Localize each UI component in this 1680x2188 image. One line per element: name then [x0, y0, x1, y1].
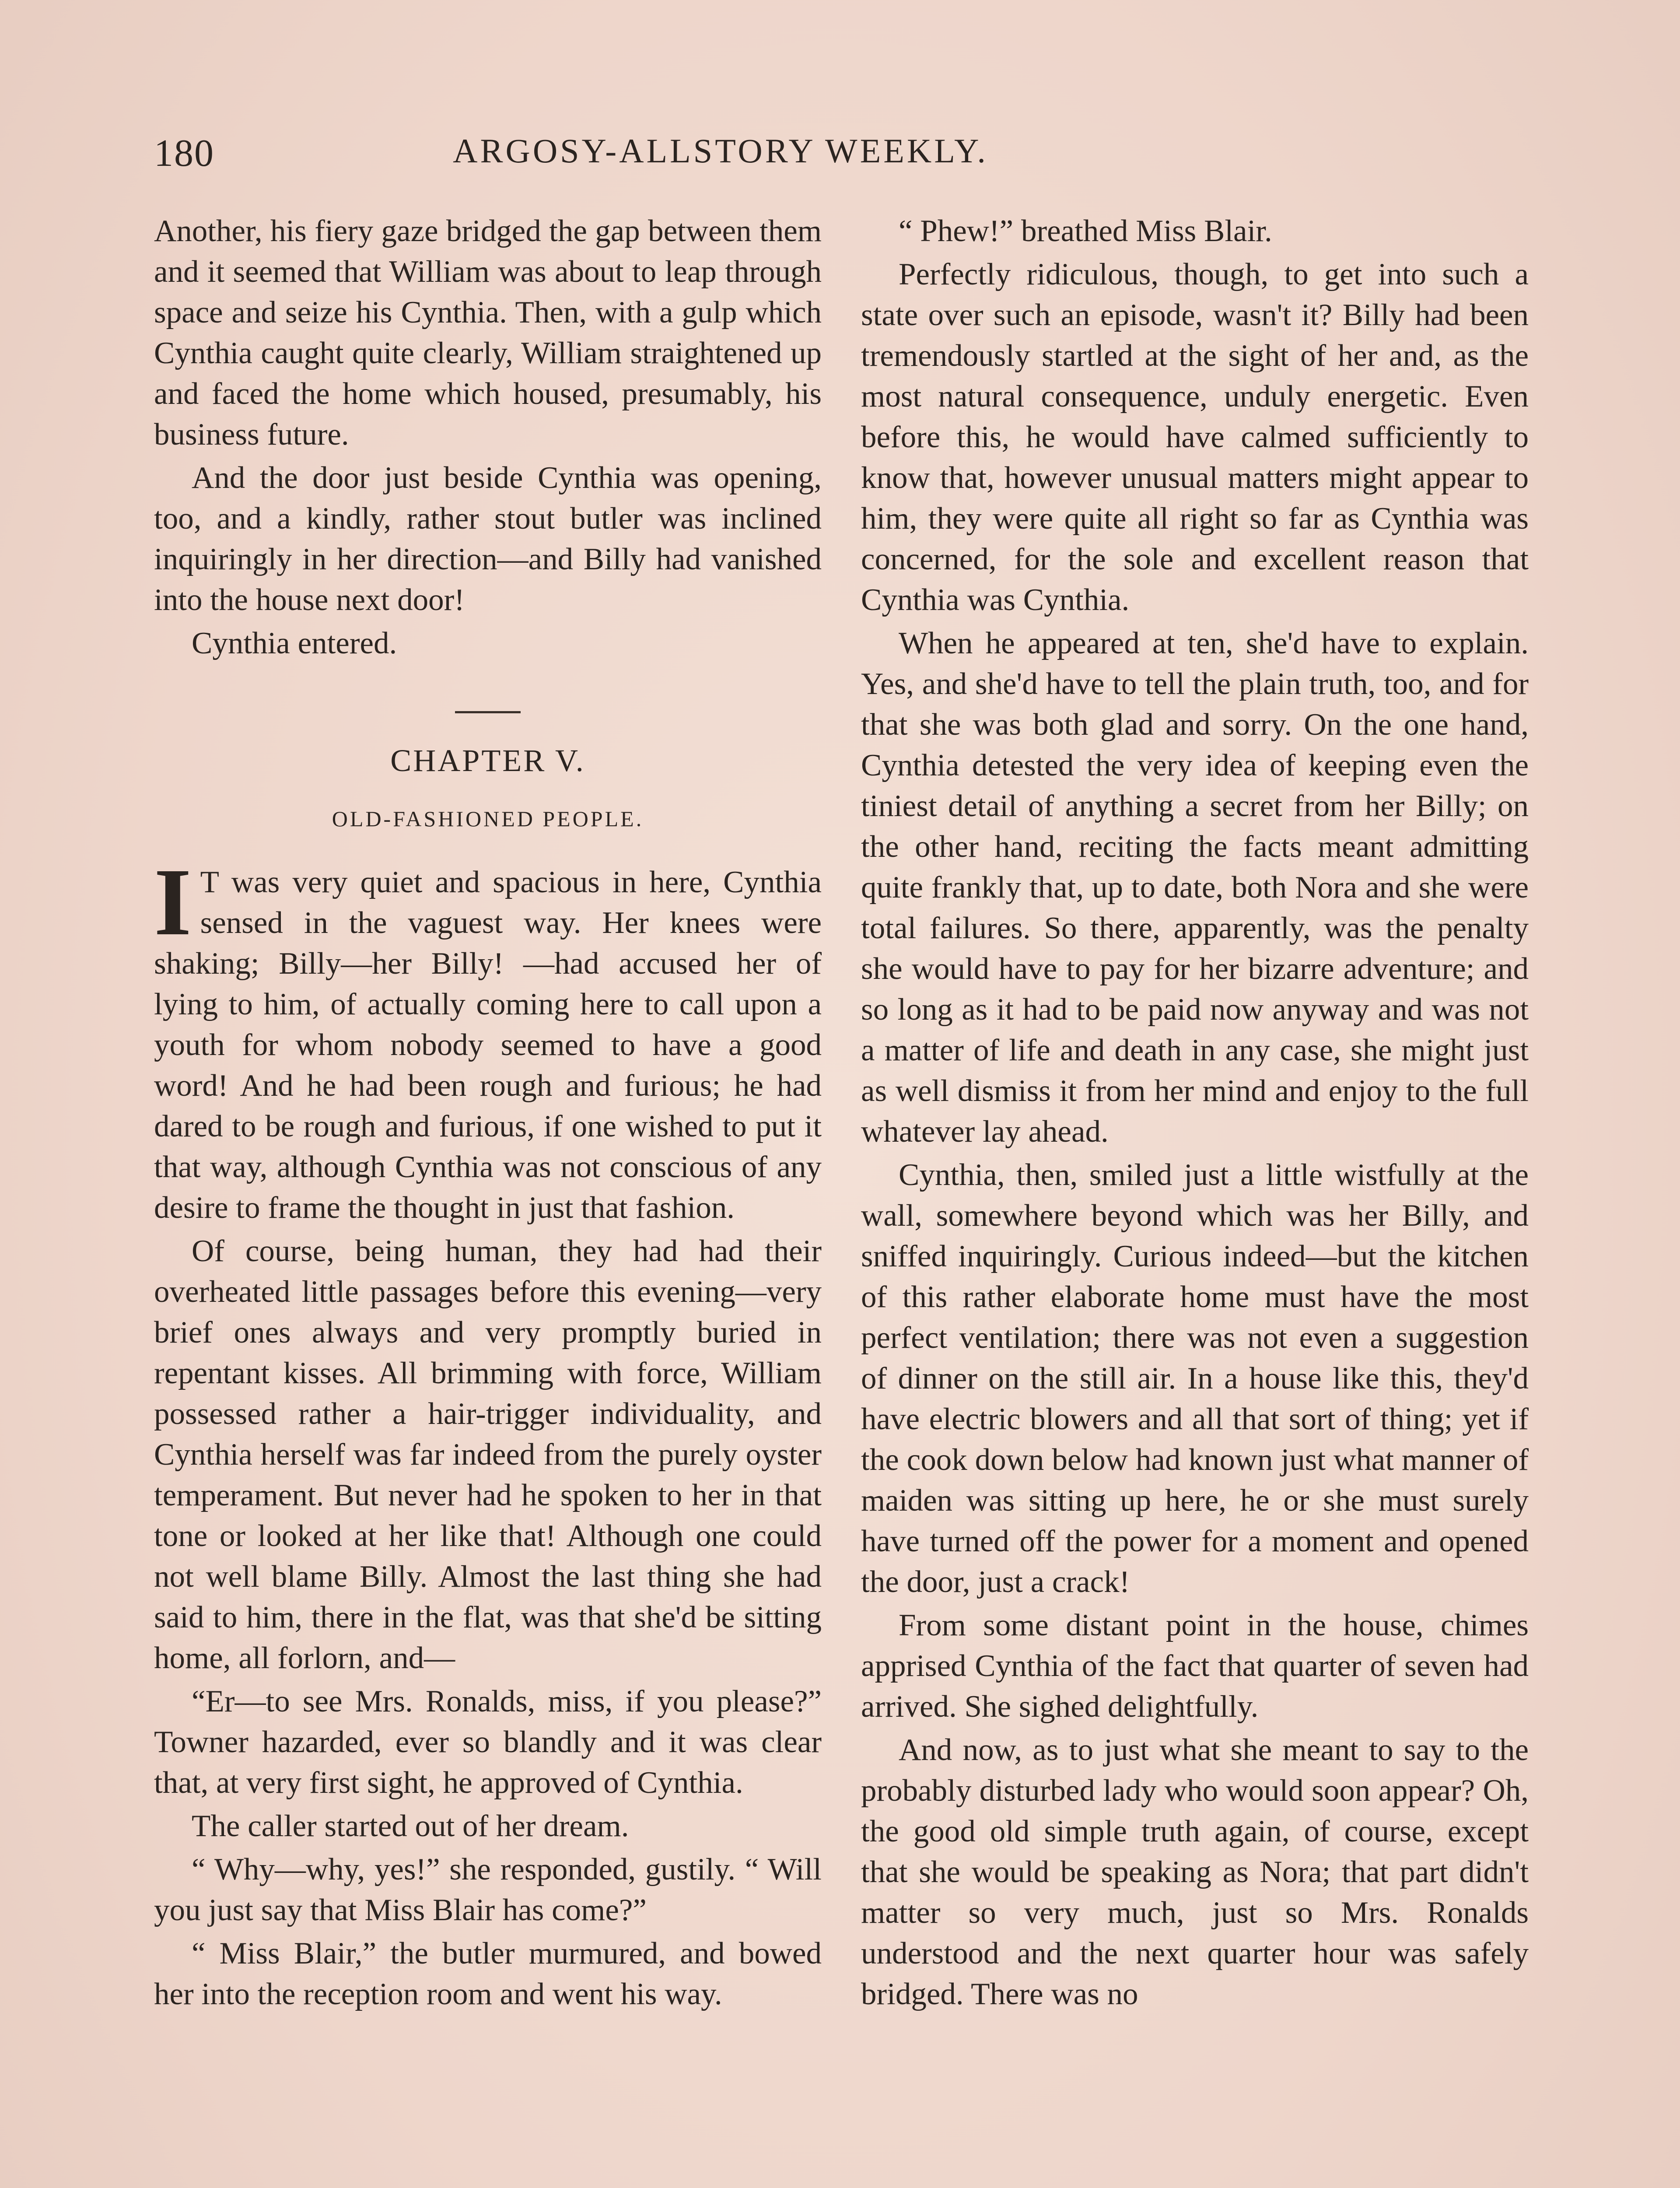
running-title: ARGOSY-ALLSTORY WEEKLY. — [453, 132, 988, 170]
paragraph: “ Miss Blair,” the butler murmured, and bowed her into the reception room and went his way. — [154, 1936, 822, 2011]
paragraph: “ Phew!” breathed Miss Blair. — [899, 214, 1272, 248]
drop-cap: I — [154, 849, 192, 955]
left-column — [154, 211, 822, 2017]
paragraph: “Er—to see Mrs. Ronalds, miss, if you please?” Towner hazarded, ever so blandly and it was clear that, at very first sight, he approved of Cynthia. — [154, 1684, 822, 1800]
chapter-divider — [455, 711, 521, 713]
paragraph: Cynthia entered. — [192, 626, 397, 660]
paragraph: When he appeared at ten, she'd have to explain. Yes, and she'd have to tell the plain truth, too, and for that she was both glad and sorry. On the one hand, Cynthia detested the very idea of keeping even the tiniest detail of anything a secret from her Billy; on the other hand, reciting the facts meant admitting quite frankly that, up to date, both Nora and she were total failures. So there, apparently, was the penalty she would have to pay for her bizarre adventure; and so long as it had to be paid now anyway and was not a matter of life and death in any case, she might just as well dismiss it from her mind and enjoy to the full whatever lay ahead. — [861, 626, 1529, 1149]
chapter-title: CHAPTER V. — [390, 743, 585, 778]
paragraph: Perfectly ridiculous, though, to get into such a state over such an episode, wasn't it? Billy had been tremendously startled at the sight of her and, as the most natural consequence, unduly energetic. Even before this, he would have calmed sufficiently to know that, however unusual matters might appear to him, they were quite all right so far as Cynthia was concerned, for the sole and excellent reason that Cynthia was Cynthia. — [861, 257, 1529, 617]
paragraph: And now, as to just what she meant to say to the probably disturbed lady who would soon appear? Oh, the good old simple truth again, of course, except that she would be speaking as Nora; that part didn't matter so very much, just so Mrs. Ronalds understood and the next quarter hour was safely bridged. There was no — [861, 1733, 1529, 2011]
page-header — [154, 127, 1287, 193]
paragraph: From some distant point in the house, chimes apprised Cynthia of the fact that quarter of seven had arrived. She sighed delightfully. — [861, 1608, 1529, 1724]
paragraph: “ Why—why, yes!” she responded, gustily. “ Will you just say that Miss Blair has come?” — [154, 1852, 822, 1927]
paragraph: Of course, being human, they had had their overheated little passages before this evening—very brief ones always and very promptly buried in repentant kisses. All brimming with force, William possessed rather a hair-trigger individuality, and Cynthia herself was far indeed from the purely oyster temperament. But never had he spoken to her in that tone or looked at her like that! Although one could not well blame Billy. Almost the last thing she had said to him, there in the flat, was that she'd be sitting home, all forlorn, and— — [154, 1234, 822, 1675]
page-number: 180 — [154, 132, 214, 175]
opening-paragraph-text: T was very quiet and spacious in here, Cynthia sensed in the vaguest way. Her knees were shaking; Billy—her Billy! —had accused her of lying to him, of actually coming here to call upon a youth for whom nobody seemed to have a good word! And he had been rough and furious; he had dared to be rough and furious, if one wished to put it that way, although Cynthia was not conscious of any desire to frame the thought in just that fashion. — [154, 865, 822, 1225]
chapter-subtitle: OLD-FASHIONED PEOPLE. — [332, 806, 644, 831]
paragraph: The caller started out of her dream. — [192, 1809, 629, 1843]
paragraph: Another, his fiery gaze bridged the gap between them and it seemed that William was about to leap through space and seize his Cynthia. Then, with a gulp which Cynthia caught quite clearly, William straightened up and faced the home which housed, presumably, his business future. — [154, 214, 822, 452]
right-column — [861, 211, 1529, 2017]
chapter-opening — [154, 849, 822, 1228]
paragraph: Cynthia, then, smiled just a little wistfully at the wall, somewhere beyond which was her Billy, and sniffed inquiringly. Curious indeed—but the kitchen of this rather elaborate home must have the most perfect ventilation; there was not even a suggestion of dinner on the still air. In a house like this, they'd have electric blowers and all that sort of thing; yet if the cook down below had known just what manner of maiden was sitting up here, he or she must surely have turned off the power for a moment and opened the door, just a crack! — [861, 1158, 1529, 1599]
paragraph: And the door just beside Cynthia was opening, too, and a kindly, rather stout butler was inclined inquiringly in her direction—and Billy had vanished into the house next door! — [154, 461, 822, 617]
opening-paragraph — [154, 849, 822, 1228]
